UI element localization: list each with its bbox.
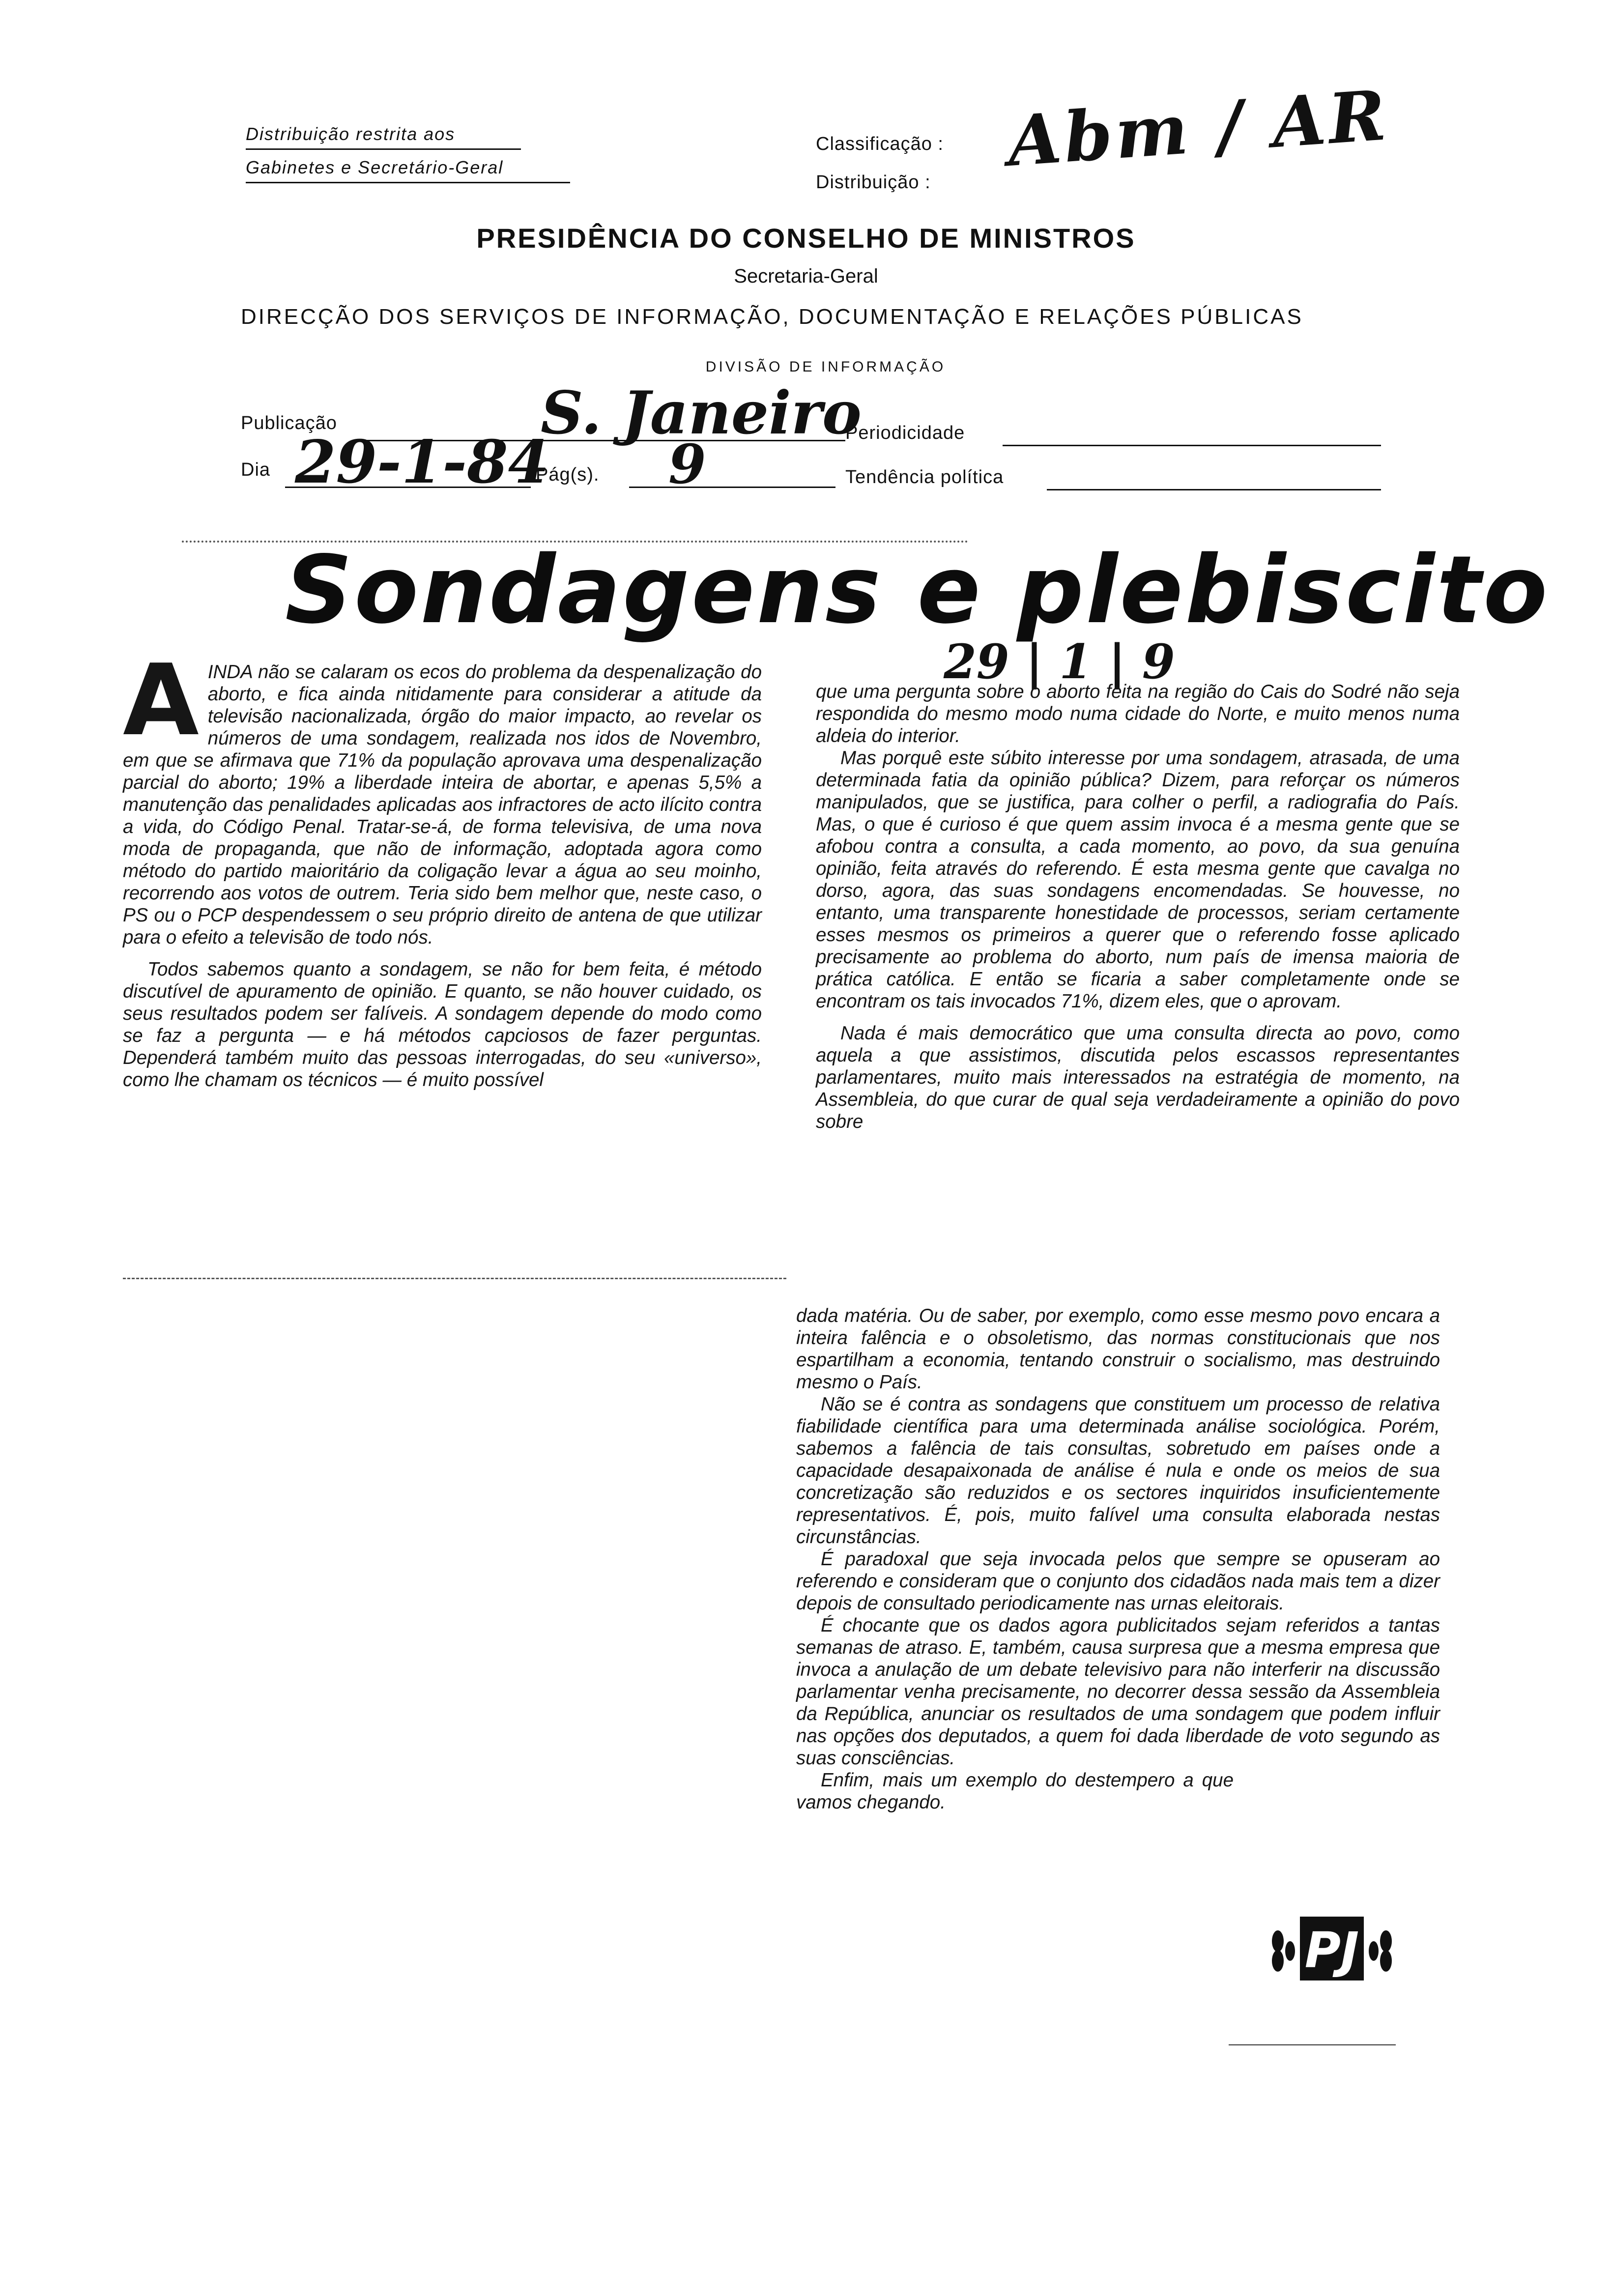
org-subtitle: Secretaria-Geral (734, 265, 878, 287)
publicacao-label: Publicação (241, 413, 337, 433)
tendencia-line (1047, 489, 1381, 490)
article-paragraph: Todos sabemos quanto a sondagem, se não for bem feita, é método discutível de apuramento de opinião. E quanto, se não houver cuidado, os seus resultados podem ser falíveis. A sondagem depende do modo como se faz a pergunta — e há métodos capciosos de fazer perguntas. Dependerá também muito das pessoas interrogadas, do seu «universo», como lhe chamam os técnicos — é muito possível (123, 959, 762, 1091)
logo-letters: PJ (1304, 1922, 1359, 1979)
article-paragraph: que uma pergunta sobre o aborto feita na região do Cais do Sodré não seja respondida do mesmo modo numa cidade do Norte, e muito menos numa aldeia do interior. (816, 681, 1460, 746)
clipping-bottom-rule (1229, 2044, 1396, 2045)
pag-handwritten: 9 (668, 432, 706, 496)
divisao-line: DIVISÃO DE INFORMAÇÃO (705, 359, 946, 375)
pag-line (629, 487, 835, 488)
article-paragraph: Nada é mais democrático que uma consulta directa ao povo, como aquela a que assistimos, discutida pelos escassos representantes parlamentares, muito mais interessados na estratégia de momento, na Assembleia, do que curar de qual seja verdadeiramente a opinião do povo sobre (816, 1023, 1460, 1132)
column1-bottom-edge (123, 1278, 786, 1279)
article-paragraph: É paradoxal que seja invocada pelos que sempre se opuseram ao referendo e consideram que o conjunto dos cidadãos nada mais tem a dizer depois de consultado periodicamente nas urnas eleitorais. (796, 1549, 1440, 1614)
drop-cap: A (123, 643, 199, 758)
periodicidade-line (1003, 445, 1381, 446)
article-paragraph: Não se é contra as sondagens que constituem um processo de relativa fiabilidade científica para uma determinada análise sociológica. Porém, sabemos a falência de tais consultas, sobretudo em países onde a capacidade desapaixonada de análise é nula e onde os meios de sua concretização são reduzidos e os sectores inquiridos insuficientemente representativos. É, pois, muito falível uma consulta elaborada nestas circunstâncias. (796, 1394, 1440, 1548)
org-title: PRESIDÊNCIA DO CONSELHO DE MINISTROS (476, 223, 1136, 254)
article-paragraph: Mas porquê este súbito interesse por uma sondagem, atrasada, de uma determinada fatia da opinião pública? Dizem, para reforçar os números manipulados, que se justifica, para colher o perfil, a radiografia do País. Mas, o que é curioso é que quem assim invoca é a mesma gente que se afobou contra a consulta, a cada momento, ao povo, da sua genuína opinião, feita através do referendo. É esta mesma gente que cavalga no dorso, agora, das suas sondagens encomendadas. Se houvesse, no entanto, uma transparente honestidade de processos, seriam certamente esses mesmos os primeiros a querer que o referendo fosse aplicado precisamente ao problema do aborto, num país de imensa maioria de prática católica. E então se ficaria a saber completamente onde se encontram os tais invocados 71%, dizem eles, que o aprovam. (816, 747, 1460, 1012)
article-paragraph: INDA não se calaram os ecos do problema da despenalização do aborto, e fica ainda nitidamente para considerar a atitude da televisão nacionalizada, órgão do maior impacto, ao revelar os números de uma sondagem, realizada nos idos de Novembro, em que se afirmava que 71% da população aprovava uma despenalização parcial do aborto; 19% a liberdade inteira de abortar, e apenas 5,5% a manutenção das penalidades aplicadas aos infractores de acto ilícito contra a vida, do Código Penal. Tratar-se-á, de forma televisiva, de uma nova moda de propaganda, que não de informação, adoptada agora como método do partido maioritário da coligação levar a água ao seu moinho, recorrendo aos votos de outrem. Teria sido bem melhor que, neste caso, o PS ou o PCP despendessem o seu próprio direito de antena de que utilizar para o efeito a televisão de todo nós. (123, 661, 762, 948)
distribuicao-label: Distribuição : (816, 172, 931, 193)
periodicidade-label: Periodicidade (845, 423, 965, 443)
article-paragraph: dada matéria. Ou de saber, por exemplo, como esse mesmo povo encara a inteira falência e o obsoletismo, das normas constitucionais que nos espartilham a economia, tentando construir o socialismo, mas destruindo mesmo o País. (796, 1305, 1440, 1393)
dia-label: Dia (241, 459, 271, 480)
dia-handwritten: 29-1-84 (295, 428, 549, 497)
restricted-line-1: Distribuição restrita aos (246, 124, 521, 150)
handwritten-date: 29 | 1 | 9 (944, 634, 1175, 689)
newspaper-logo (1263, 1907, 1401, 1995)
article-paragraph: É chocante que os dados agora publicitados sejam referidos a tantas semanas de atraso. E, também, causa surpresa que a mesma empresa que invoca a anulação de um debate televisivo para não interferir na discussão parlamentar venha precisamente, no decorrer dessa sessão da Assembleia da República, anunciar os resultados de uma sondagem que podem influir nas opções dos deputados, a quem foi dada liberdade de voto segundo as suas consciências. (796, 1615, 1440, 1769)
article-headline: Sondagens e plebiscito (285, 536, 1550, 644)
restricted-line-2: Gabinetes e Secretário-Geral (246, 157, 570, 183)
pag-label: Pág(s). (536, 464, 600, 485)
article-column-3 (796, 1305, 1440, 1813)
publicacao-handwritten: S. Janeiro (541, 378, 862, 448)
article-column-2 (816, 681, 1460, 1133)
classificacao-label: Classificação : (816, 134, 944, 154)
handwritten-classification: Abm / AR (1005, 75, 1392, 182)
direccao-line: DIRECÇÃO DOS SERVIÇOS DE INFORMAÇÃO, DOCUMENTAÇÃO E RELAÇÕES PÚBLICAS (241, 305, 1303, 329)
article-column-1 (123, 643, 762, 1091)
article-paragraph: Enfim, mais um exemplo do destempero a que vamos chegando. (796, 1770, 1234, 1813)
tendencia-label: Tendência política (845, 467, 1004, 488)
